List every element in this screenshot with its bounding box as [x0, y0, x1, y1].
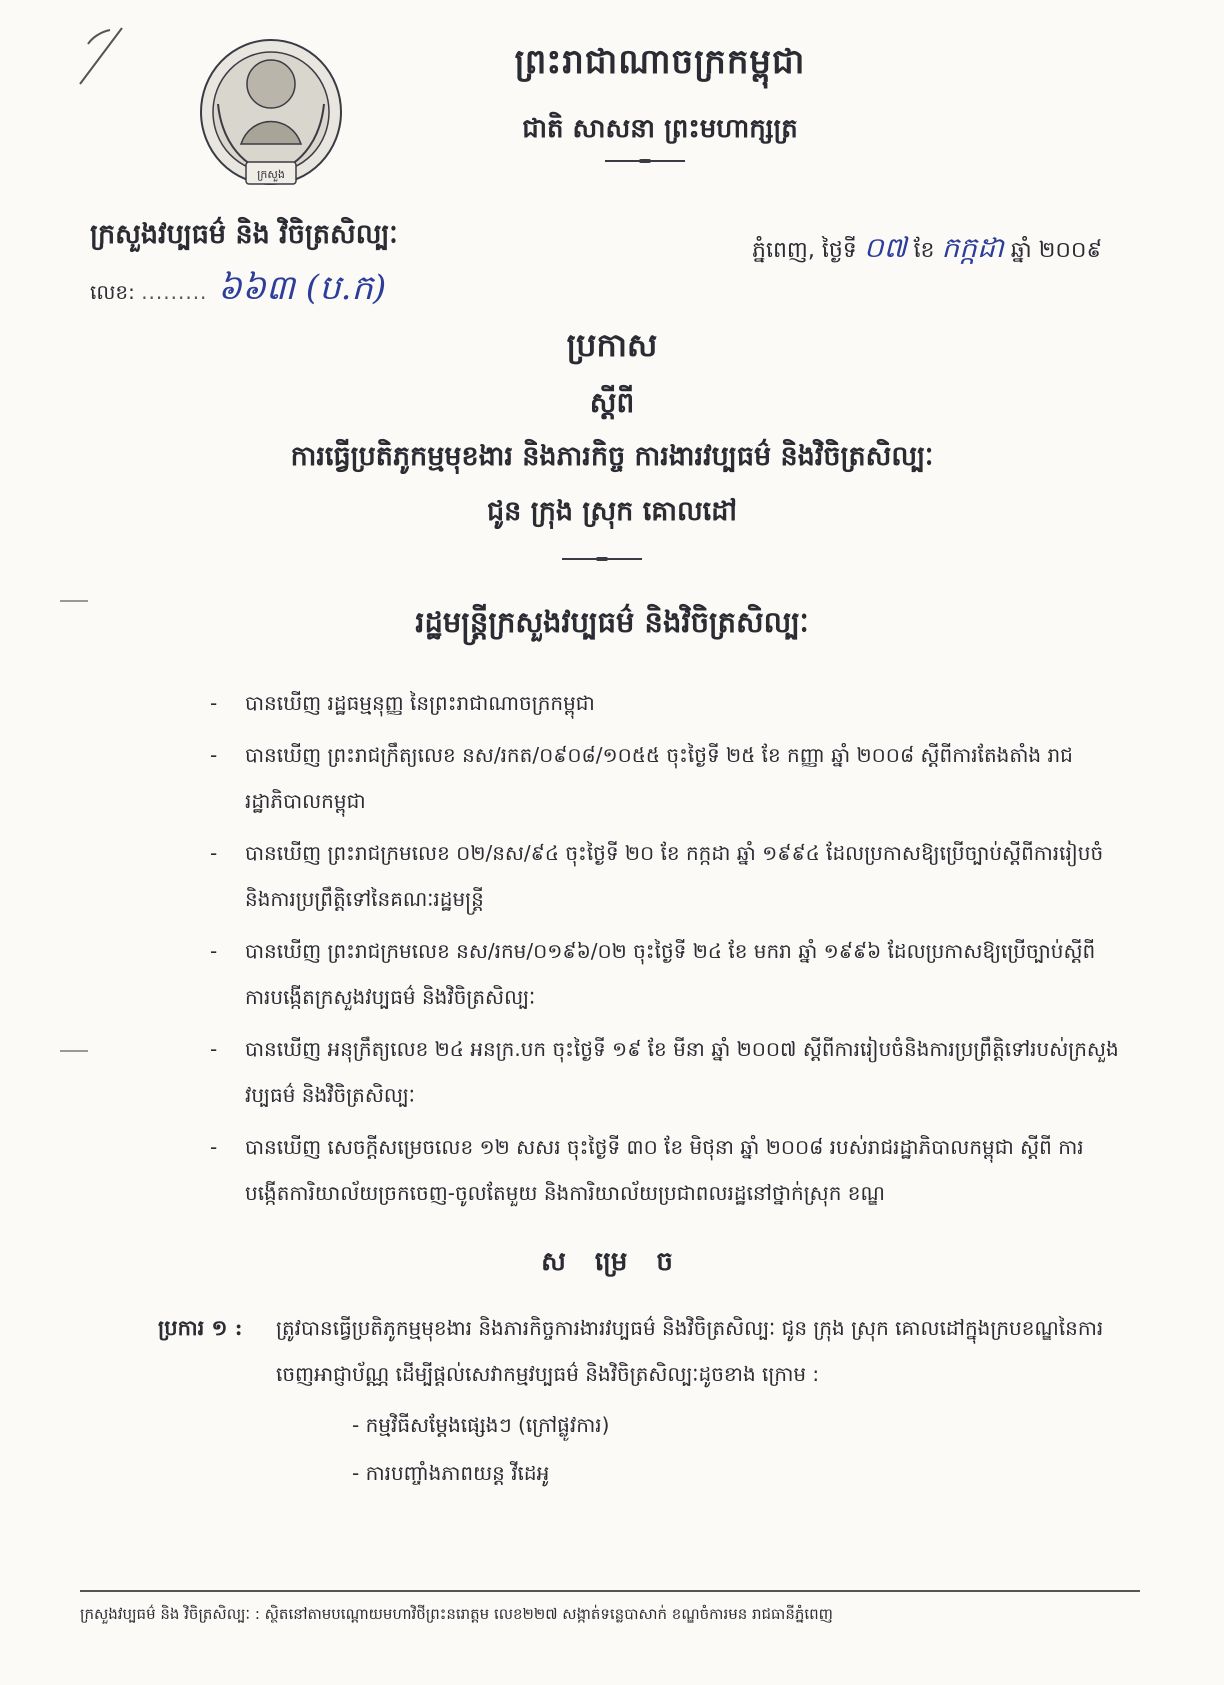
date-year-label: ឆ្នាំ [1010, 238, 1032, 263]
date-month-label: ខែ [913, 238, 935, 263]
footer-divider [80, 1590, 1140, 1592]
list-item: - បានឃើញ ព្រះរាជក្រមលេខ នស/រកម/០១៩៦/០២ ចុះថ្ងៃទី ២៤ ខែ មករា ឆ្នាំ ១៩៩៦ ដែលប្រកាសឱ្យប្រើច្បាប់ស្តីពី ការបង្កើតក្រសួងវប្បធម៌ និងវិចិត្រសិល្បៈ [210, 939, 1096, 1009]
document-number [90, 266, 386, 316]
document-title-line1: ការធ្វើប្រតិភូកម្មមុខងារ និងភារកិច្ច ការងារវប្បធម៌ និងវិចិត្រសិល្បៈ [290, 441, 934, 472]
national-motto: ជាតិ សាសនា ព្រះមហាក្សត្រ [522, 114, 798, 144]
document-about: ស្តីពី [589, 386, 635, 419]
document-kind: ប្រកាស [566, 326, 658, 364]
document-title-line2: ជូន ក្រុង ស្រុក គោលដៅ [487, 496, 737, 527]
margin-mark [60, 1050, 88, 1052]
date-day: ០៧ [863, 231, 907, 264]
ministry-emblem-icon [196, 34, 346, 199]
article-1-text: ត្រូវបានធ្វើប្រតិភូកម្មមុខងារ និងភារកិច្ចការងារវប្បធម៌ និងវិចិត្រសិល្បៈ ជូន ក្រុង ស្រុក គោលដៅក្នុងក្របខណ្ឌនៃការចេញអាជ្ញាប័ណ្ណ ដើម្បីផ្តល់សេវាកម្មវប្បធម៌ និងវិចិត្រសិល្បៈដូចខាង ក្រោម : [276, 1316, 1104, 1386]
kingdom-name: ព្រះរាជាណាចក្រកម្ពុជា [514, 42, 806, 82]
document-date [752, 230, 1102, 271]
list-item: - បានឃើញ សេចក្តីសម្រេចលេខ ១២ សសរ ចុះថ្ងៃទី ៣០ ខែ មិថុនា ឆ្នាំ ២០០៨ របស់រាជរដ្ឋាភិបាលកម្ពុជា ស្តីពី ការបង្កើតការិយាល័យច្រកចេញ-ចូលតែមួយ និងការិយាល័យប្រជាពលរដ្ឋនៅថ្នាក់ស្រុក ខណ្ឌ [210, 1135, 1084, 1205]
article-1-label: ប្រការ ១ : [158, 1315, 243, 1340]
minister-heading: រដ្ឋមន្ត្រីក្រសួងវប្បធម៌ និងវិចិត្រសិល្បៈ [415, 605, 809, 639]
list-item: - បានឃើញ រដ្ឋធម្មនុញ្ញ នៃព្រះរាជាណាចក្រកម្ពុជា [210, 691, 595, 715]
date-prefix: ភ្នំពេញ, ថ្ងៃទី [752, 238, 857, 263]
decision-heading: ស ម្រេ ច [541, 1247, 683, 1277]
title-ornament [562, 558, 642, 560]
number-dots: ......... [141, 280, 208, 304]
number-handwritten: ៦៦៣ (ប.ក) [217, 268, 387, 308]
list-item: - បានឃើញ អនុក្រឹត្យលេខ ២៤ អនក្រ.បក ចុះថ្ងៃទី ១៩ ខែ មីនា ឆ្នាំ ២០០៧ ស្តីពីការរៀបចំនិងការប្រព្រឹត្តិទៅរបស់ក្រសួងវប្បធម៌ និងវិចិត្រសិល្បៈ [210, 1037, 1119, 1107]
considerations-list [210, 680, 1125, 1222]
date-year: ២០០៩ [1038, 238, 1103, 263]
header-ornament [605, 160, 685, 162]
list-item: - បានឃើញ ព្រះរាជក្រឹត្យលេខ នស/រកត/០៩០៨/១០៥៥ ចុះថ្ងៃទី ២៥ ខែ កញ្ញា ឆ្នាំ ២០០៨ ស្តីពីការតែងតាំង រាជរដ្ឋាភិបាលកម្ពុជា [210, 743, 1073, 813]
ministry-name: ក្រសួងវប្បធម៌ និង វិចិត្រសិល្បៈ [90, 219, 398, 250]
margin-mark [60, 600, 88, 602]
list-item: - បានឃើញ ព្រះរាជក្រមលេខ ០២/នស/៩៤ ចុះថ្ងៃទី ២០ ខែ កក្កដា ឆ្នាំ ១៩៩៤ ដែលប្រកាសឱ្យប្រើច្បាប់ស្តីពីការរៀបចំ និងការប្រព្រឹត្តិទៅនៃគណៈរដ្ឋមន្ត្រី [210, 841, 1104, 911]
emblem-label: ក្រសួង [257, 168, 285, 181]
pen-mark [70, 22, 130, 92]
footer-address: ក្រសួងវប្បធម៌ និង វិចិត្រសិល្បៈ : ស្ថិតនៅតាមបណ្តោយមហាវិថីព្រះនរោត្តម លេខ២២៧ សង្កាត់ទន្លេបាសាក់ ខណ្ឌចំការមន រាជធានីភ្នំពេញ [80, 1605, 833, 1623]
kingdom-header [500, 40, 820, 150]
number-label: លេខ: [90, 280, 135, 304]
article-1 [158, 1305, 1118, 1397]
date-month: កក្កដា [941, 231, 1004, 264]
article-1-item-2: - ការបញ្ចាំងភាពយន្ត វីដេអូ [352, 1461, 550, 1485]
article-1-item-1: - កម្មវិធីសម្តែងផ្សេងៗ (ក្រៅផ្លូវការ) [352, 1413, 610, 1437]
